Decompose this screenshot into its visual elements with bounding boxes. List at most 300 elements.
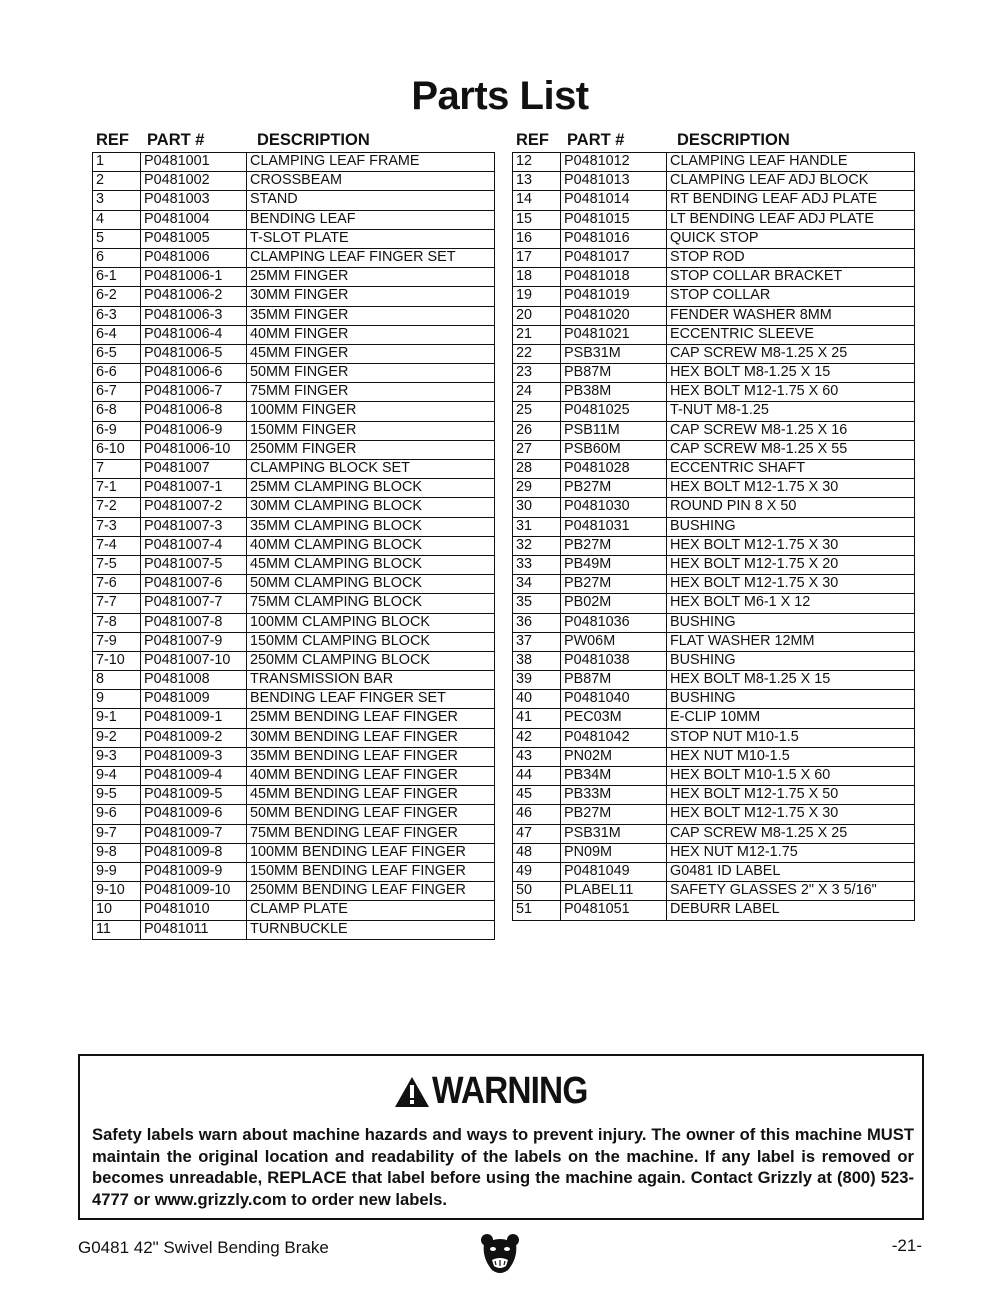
description-cell: CLAMPING LEAF FINGER SET <box>246 249 484 267</box>
ref-cell: 7-2 <box>96 498 117 515</box>
part-number-cell: P0481030 <box>560 498 666 516</box>
ref-cell: 7-4 <box>96 536 117 553</box>
table-row <box>93 211 494 230</box>
ref-cell: 6-5 <box>96 344 117 361</box>
part-number-cell: P0481007-5 <box>140 556 246 574</box>
part-number-cell: PB27M <box>560 537 666 555</box>
part-number-cell: PB87M <box>560 364 666 382</box>
table-row <box>513 594 914 613</box>
table-row <box>93 441 494 460</box>
ref-cell: 17 <box>516 248 533 265</box>
table-row <box>513 364 914 383</box>
part-number-cell: PN09M <box>560 844 666 862</box>
table-row <box>93 518 494 537</box>
ref-cell: 34 <box>516 575 533 592</box>
ref-cell: 24 <box>516 383 533 400</box>
table-row <box>93 921 494 940</box>
table-row <box>513 287 914 306</box>
part-number-cell: P0481020 <box>560 307 666 325</box>
ref-cell: 7-9 <box>96 632 117 649</box>
warning-heading <box>80 1070 922 1113</box>
description-cell: E-CLIP 10MM <box>666 709 904 727</box>
warning-title: WARNING <box>431 1070 588 1112</box>
ref-cell: 6-8 <box>96 402 117 419</box>
table-row <box>93 345 494 364</box>
part-number-cell: P0481002 <box>140 172 246 190</box>
table-row <box>513 633 914 652</box>
table-row <box>93 786 494 805</box>
part-number-cell: P0481006-4 <box>140 326 246 344</box>
ref-cell: 9-3 <box>96 747 117 764</box>
ref-cell: 16 <box>516 229 533 246</box>
column-headers <box>92 129 495 152</box>
part-number-cell: P0481017 <box>560 249 666 267</box>
description-cell: 100MM FINGER <box>246 402 484 420</box>
table-row <box>93 498 494 517</box>
part-number-cell: P0481006-6 <box>140 364 246 382</box>
part-number-cell: P0481009-6 <box>140 805 246 823</box>
table-row <box>93 268 494 287</box>
ref-cell: 19 <box>516 287 533 304</box>
part-number-cell: P0481003 <box>140 191 246 209</box>
description-cell: HEX BOLT M12-1.75 X 30 <box>666 537 904 555</box>
table-row <box>93 729 494 748</box>
description-cell: CLAMPING LEAF FRAME <box>246 153 484 171</box>
ref-cell: 31 <box>516 517 533 534</box>
description-cell: HEX BOLT M12-1.75 X 30 <box>666 575 904 593</box>
table-row <box>93 805 494 824</box>
part-number-cell: P0481006-10 <box>140 441 246 459</box>
description-cell: 35MM FINGER <box>246 307 484 325</box>
table-row <box>93 901 494 920</box>
table-row <box>93 652 494 671</box>
part-number-cell: PB27M <box>560 805 666 823</box>
page-number: -21- <box>891 1236 922 1255</box>
part-number-cell: PN02M <box>560 748 666 766</box>
part-number-cell: P0481049 <box>560 863 666 881</box>
part-number-cell: P0481010 <box>140 901 246 919</box>
part-number-cell: P0481001 <box>140 153 246 171</box>
table-row <box>93 594 494 613</box>
ref-cell: 6-3 <box>96 306 117 323</box>
part-number-cell: P0481021 <box>560 326 666 344</box>
part-number-cell: PW06M <box>560 633 666 651</box>
description-cell: HEX BOLT M12-1.75 X 60 <box>666 383 904 401</box>
part-number-cell: PB49M <box>560 556 666 574</box>
ref-cell: 33 <box>516 555 533 572</box>
parts-table-left <box>92 129 495 940</box>
header-part-number: PART # <box>567 131 625 149</box>
table-row <box>513 671 914 690</box>
table-row <box>513 575 914 594</box>
ref-cell: 9-2 <box>96 728 117 745</box>
table-row <box>93 614 494 633</box>
part-number-cell: PB02M <box>560 594 666 612</box>
ref-cell: 50 <box>516 882 533 899</box>
description-cell: 75MM BENDING LEAF FINGER <box>246 825 484 843</box>
part-number-cell: P0481007-9 <box>140 633 246 651</box>
ref-cell: 30 <box>516 498 533 515</box>
ref-cell: 42 <box>516 728 533 745</box>
ref-cell: 28 <box>516 460 533 476</box>
table-row <box>93 307 494 326</box>
part-number-cell: PEC03M <box>560 709 666 727</box>
description-cell: DEBURR LABEL <box>666 901 904 919</box>
part-number-cell: P0481013 <box>560 172 666 190</box>
table-row <box>513 614 914 633</box>
header-description: DESCRIPTION <box>677 131 790 149</box>
table-row <box>93 153 494 172</box>
description-cell: BUSHING <box>666 518 904 536</box>
table-row <box>513 882 914 901</box>
ref-cell: 6 <box>96 248 105 265</box>
description-cell: ROUND PIN 8 X 50 <box>666 498 904 516</box>
ref-cell: 1 <box>96 153 105 169</box>
description-cell: 35MM BENDING LEAF FINGER <box>246 748 484 766</box>
description-cell: 25MM FINGER <box>246 268 484 286</box>
ref-cell: 7-5 <box>96 555 117 572</box>
ref-cell: 48 <box>516 843 533 860</box>
table-row <box>513 652 914 671</box>
ref-cell: 6-6 <box>96 364 117 381</box>
part-number-cell: P0481009-10 <box>140 882 246 900</box>
description-cell: 100MM CLAMPING BLOCK <box>246 614 484 632</box>
table-row <box>93 748 494 767</box>
description-cell: 50MM CLAMPING BLOCK <box>246 575 484 593</box>
part-number-cell: P0481009-1 <box>140 709 246 727</box>
table-row <box>93 460 494 479</box>
description-cell: BENDING LEAF <box>246 211 484 229</box>
ref-cell: 8 <box>96 671 105 688</box>
table-row <box>513 805 914 824</box>
part-number-cell: P0481009 <box>140 690 246 708</box>
part-number-cell: P0481014 <box>560 191 666 209</box>
table-row <box>93 326 494 345</box>
ref-cell: 7-1 <box>96 479 117 496</box>
description-cell: CAP SCREW M8-1.25 X 55 <box>666 441 904 459</box>
table-row <box>513 709 914 728</box>
part-number-cell: P0481006-8 <box>140 402 246 420</box>
description-cell: 35MM CLAMPING BLOCK <box>246 518 484 536</box>
ref-cell: 38 <box>516 651 533 668</box>
description-cell: 45MM CLAMPING BLOCK <box>246 556 484 574</box>
table-row <box>513 460 914 479</box>
description-cell: TRANSMISSION BAR <box>246 671 484 689</box>
part-number-cell: P0481009-9 <box>140 863 246 881</box>
description-cell: HEX BOLT M12-1.75 X 50 <box>666 786 904 804</box>
part-number-cell: P0481040 <box>560 690 666 708</box>
part-number-cell: P0481005 <box>140 230 246 248</box>
description-cell: 40MM FINGER <box>246 326 484 344</box>
ref-cell: 3 <box>96 191 105 208</box>
part-number-cell: PSB11M <box>560 422 666 440</box>
header-ref: REF <box>516 131 549 149</box>
description-cell: 75MM FINGER <box>246 383 484 401</box>
description-cell: BENDING LEAF FINGER SET <box>246 690 484 708</box>
grizzly-bear-logo-icon <box>480 1232 520 1276</box>
part-number-cell: P0481008 <box>140 671 246 689</box>
ref-cell: 51 <box>516 901 533 918</box>
table-row <box>93 844 494 863</box>
description-cell: 150MM BENDING LEAF FINGER <box>246 863 484 881</box>
ref-cell: 7-8 <box>96 613 117 630</box>
description-cell: 250MM CLAMPING BLOCK <box>246 652 484 670</box>
part-number-cell: PB87M <box>560 671 666 689</box>
description-cell: RT BENDING LEAF ADJ PLATE <box>666 191 904 209</box>
ref-cell: 47 <box>516 824 533 841</box>
ref-cell: 6-7 <box>96 383 117 400</box>
parts-table-right <box>512 129 915 921</box>
part-number-cell: P0481007-3 <box>140 518 246 536</box>
description-cell: HEX NUT M10-1.5 <box>666 748 904 766</box>
ref-cell: 9-10 <box>96 882 125 899</box>
warning-text: Safety labels warn about machine hazards and ways to prevent injury. The owner of this machine MUST maintain the original location and readability of the labels on the machine. If any label is removed or becomes unreadable, REPLACE that label before using the machine again. Contact Grizzly at (800) 523-4777 or www.grizzly.com to order new labels. <box>92 1125 914 1209</box>
description-cell: STOP COLLAR <box>666 287 904 305</box>
ref-cell: 7-7 <box>96 594 117 611</box>
part-number-cell: P0481007-1 <box>140 479 246 497</box>
part-number-cell: P0481007-10 <box>140 652 246 670</box>
description-cell: CAP SCREW M8-1.25 X 25 <box>666 345 904 363</box>
table-row <box>93 767 494 786</box>
table-row <box>93 230 494 249</box>
ref-cell: 26 <box>516 421 533 438</box>
ref-cell: 23 <box>516 364 533 381</box>
description-cell: CLAMPING LEAF HANDLE <box>666 153 904 171</box>
ref-cell: 18 <box>516 268 533 285</box>
part-number-cell: P0481018 <box>560 268 666 286</box>
header-part-number: PART # <box>147 131 205 149</box>
table-row <box>93 671 494 690</box>
table-row <box>513 268 914 287</box>
table-row <box>93 249 494 268</box>
table-row <box>93 383 494 402</box>
description-cell: HEX NUT M12-1.75 <box>666 844 904 862</box>
table-row <box>513 230 914 249</box>
ref-cell: 20 <box>516 306 533 323</box>
table-row <box>513 307 914 326</box>
table-row <box>513 153 914 172</box>
description-cell: STOP ROD <box>666 249 904 267</box>
ref-cell: 9-4 <box>96 767 117 783</box>
parts-rows-left <box>92 152 495 940</box>
table-row <box>513 844 914 863</box>
table-row <box>93 402 494 421</box>
table-row <box>513 863 914 882</box>
ref-cell: 22 <box>516 344 533 361</box>
description-cell: T-NUT M8-1.25 <box>666 402 904 420</box>
ref-cell: 6-10 <box>96 440 125 457</box>
ref-cell: 7 <box>96 460 105 476</box>
description-cell: 75MM CLAMPING BLOCK <box>246 594 484 612</box>
part-number-cell: P0481006-2 <box>140 287 246 305</box>
ref-cell: 44 <box>516 767 533 783</box>
table-row <box>93 825 494 844</box>
table-row <box>513 211 914 230</box>
description-cell: HEX BOLT M8-1.25 X 15 <box>666 671 904 689</box>
description-cell: 45MM FINGER <box>246 345 484 363</box>
part-number-cell: P0481051 <box>560 901 666 919</box>
table-row <box>93 479 494 498</box>
ref-cell: 13 <box>516 172 533 189</box>
description-cell: 50MM BENDING LEAF FINGER <box>246 805 484 823</box>
table-row <box>93 690 494 709</box>
warning-triangle-icon <box>394 1076 430 1108</box>
description-cell: ECCENTRIC SLEEVE <box>666 326 904 344</box>
description-cell: BUSHING <box>666 690 904 708</box>
table-row <box>513 748 914 767</box>
ref-cell: 37 <box>516 632 533 649</box>
table-row <box>513 901 914 920</box>
description-cell: 40MM CLAMPING BLOCK <box>246 537 484 555</box>
description-cell: 30MM CLAMPING BLOCK <box>246 498 484 516</box>
table-row <box>93 422 494 441</box>
table-row <box>513 518 914 537</box>
table-row <box>513 249 914 268</box>
ref-cell: 2 <box>96 172 105 189</box>
parts-rows-right <box>512 152 915 921</box>
table-row <box>93 537 494 556</box>
ref-cell: 11 <box>96 920 111 937</box>
part-number-cell: P0481006 <box>140 249 246 267</box>
part-number-cell: PB27M <box>560 575 666 593</box>
table-row <box>513 326 914 345</box>
ref-cell: 7-3 <box>96 517 117 534</box>
ref-cell: 9-1 <box>96 709 117 726</box>
footer-model: G0481 42" Swivel Bending Brake <box>78 1238 329 1257</box>
ref-cell: 6-4 <box>96 325 117 342</box>
part-number-cell: P0481036 <box>560 614 666 632</box>
description-cell: CLAMP PLATE <box>246 901 484 919</box>
description-cell: 250MM FINGER <box>246 441 484 459</box>
table-row <box>513 690 914 709</box>
table-row <box>93 172 494 191</box>
description-cell: STOP COLLAR BRACKET <box>666 268 904 286</box>
part-number-cell: PB27M <box>560 479 666 497</box>
description-cell: HEX BOLT M10-1.5 X 60 <box>666 767 904 785</box>
description-cell: HEX BOLT M12-1.75 X 20 <box>666 556 904 574</box>
table-row <box>513 786 914 805</box>
table-row <box>513 441 914 460</box>
description-cell: LT BENDING LEAF ADJ PLATE <box>666 211 904 229</box>
table-row <box>93 709 494 728</box>
part-number-cell: P0481006-9 <box>140 422 246 440</box>
ref-cell: 39 <box>516 671 533 688</box>
ref-cell: 40 <box>516 690 533 707</box>
part-number-cell: P0481007-8 <box>140 614 246 632</box>
ref-cell: 32 <box>516 536 533 553</box>
description-cell: T-SLOT PLATE <box>246 230 484 248</box>
ref-cell: 14 <box>516 191 533 208</box>
table-row <box>513 345 914 364</box>
part-number-cell: P0481007-6 <box>140 575 246 593</box>
header-description: DESCRIPTION <box>257 131 370 149</box>
description-cell: HEX BOLT M8-1.25 X 15 <box>666 364 904 382</box>
description-cell: BUSHING <box>666 652 904 670</box>
table-row <box>93 633 494 652</box>
part-number-cell: P0481009-7 <box>140 825 246 843</box>
table-row <box>513 479 914 498</box>
part-number-cell: PLABEL11 <box>560 882 666 900</box>
ref-cell: 46 <box>516 805 533 822</box>
description-cell: TURNBUCKLE <box>246 921 484 939</box>
description-cell: 30MM FINGER <box>246 287 484 305</box>
description-cell: ECCENTRIC SHAFT <box>666 460 904 478</box>
table-row <box>513 498 914 517</box>
ref-cell: 27 <box>516 440 533 457</box>
description-cell: HEX BOLT M12-1.75 X 30 <box>666 479 904 497</box>
part-number-cell: P0481031 <box>560 518 666 536</box>
part-number-cell: P0481012 <box>560 153 666 171</box>
description-cell: FENDER WASHER 8MM <box>666 307 904 325</box>
description-cell: 30MM BENDING LEAF FINGER <box>246 729 484 747</box>
description-cell: SAFETY GLASSES 2" X 3 5/16" <box>666 882 904 900</box>
description-cell: FLAT WASHER 12MM <box>666 633 904 651</box>
table-row <box>513 172 914 191</box>
part-number-cell: P0481042 <box>560 729 666 747</box>
ref-cell: 21 <box>516 325 533 342</box>
table-row <box>513 729 914 748</box>
description-cell: CAP SCREW M8-1.25 X 16 <box>666 422 904 440</box>
description-cell: CLAMPING BLOCK SET <box>246 460 484 478</box>
part-number-cell: PB33M <box>560 786 666 804</box>
table-row <box>513 767 914 786</box>
table-row <box>513 191 914 210</box>
ref-cell: 35 <box>516 594 533 611</box>
ref-cell: 4 <box>96 210 105 227</box>
description-cell: 250MM BENDING LEAF FINGER <box>246 882 484 900</box>
part-number-cell: P0481009-2 <box>140 729 246 747</box>
description-cell: G0481 ID LABEL <box>666 863 904 881</box>
ref-cell: 6-2 <box>96 287 117 304</box>
table-row <box>93 191 494 210</box>
ref-cell: 7-6 <box>96 575 117 592</box>
table-row <box>93 575 494 594</box>
ref-cell: 9-7 <box>96 824 117 841</box>
table-row <box>93 556 494 575</box>
ref-cell: 9-9 <box>96 862 117 879</box>
part-number-cell: PSB60M <box>560 441 666 459</box>
part-number-cell: PB34M <box>560 767 666 785</box>
part-number-cell: P0481007-2 <box>140 498 246 516</box>
header-ref: REF <box>96 131 129 149</box>
description-cell: CROSSBEAM <box>246 172 484 190</box>
table-row <box>93 882 494 901</box>
description-cell: 25MM BENDING LEAF FINGER <box>246 709 484 727</box>
part-number-cell: PSB31M <box>560 345 666 363</box>
ref-cell: 9-5 <box>96 786 117 803</box>
description-cell: BUSHING <box>666 614 904 632</box>
part-number-cell: P0481007 <box>140 460 246 478</box>
description-cell: QUICK STOP <box>666 230 904 248</box>
part-number-cell: P0481015 <box>560 211 666 229</box>
description-cell: 150MM FINGER <box>246 422 484 440</box>
part-number-cell: P0481025 <box>560 402 666 420</box>
ref-cell: 5 <box>96 229 105 246</box>
table-row <box>513 537 914 556</box>
ref-cell: 9 <box>96 690 105 707</box>
column-headers <box>512 129 915 152</box>
part-number-cell: P0481011 <box>140 921 246 939</box>
page-title: Parts List <box>411 74 589 118</box>
table-row <box>513 556 914 575</box>
part-number-cell: P0481028 <box>560 460 666 478</box>
ref-cell: 10 <box>96 901 113 918</box>
part-number-cell: P0481009-3 <box>140 748 246 766</box>
description-cell: 100MM BENDING LEAF FINGER <box>246 844 484 862</box>
description-cell: 45MM BENDING LEAF FINGER <box>246 786 484 804</box>
table-row <box>513 402 914 421</box>
part-number-cell: PSB31M <box>560 825 666 843</box>
